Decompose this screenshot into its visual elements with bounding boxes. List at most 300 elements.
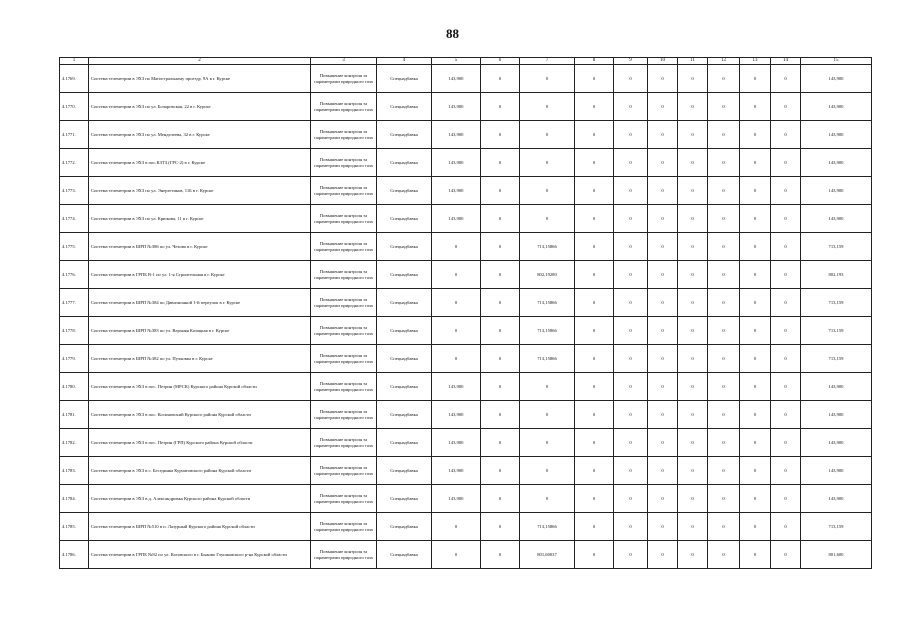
- row-value-col6: 0: [481, 121, 520, 149]
- table-row: [60, 373, 872, 401]
- row-value-col12: 0: [708, 93, 740, 121]
- row-value-col11: 0: [678, 93, 708, 121]
- row-value-col8: 0: [575, 65, 614, 93]
- row-value-col12: 0: [708, 205, 740, 233]
- row-funding-source: Спецнадбавка: [377, 93, 432, 121]
- row-value-col5: 143,900: [432, 429, 481, 457]
- row-value-col7: 713,15866: [520, 513, 575, 541]
- row-total: 801,600: [801, 541, 872, 569]
- row-value-col10: 0: [648, 513, 678, 541]
- row-value-col5: 0: [432, 261, 481, 289]
- row-value-col6: 0: [481, 345, 520, 373]
- row-object-name: Система телеметрии в ГРПБ №82 по ул. Котовского в г. Быково Глушковского р-на Курской области: [89, 541, 311, 569]
- row-value-col5: 0: [432, 289, 481, 317]
- row-value-col12: 0: [708, 485, 740, 513]
- row-value-col5: 0: [432, 317, 481, 345]
- row-index: 4.1783.: [60, 457, 89, 485]
- row-total: 143,900: [801, 177, 872, 205]
- row-value-col10: 0: [648, 289, 678, 317]
- row-value-col11: 0: [678, 233, 708, 261]
- row-value-col11: 0: [678, 205, 708, 233]
- row-index: 4.1780.: [60, 373, 89, 401]
- row-value-col9: 0: [614, 513, 648, 541]
- row-object-name: Система телеметрии в ЭХЗ по ул. Бочаровская, 22 в г. Курске: [89, 93, 311, 121]
- row-value-col9: 0: [614, 373, 648, 401]
- column-number-header: 11: [678, 58, 708, 65]
- row-value-col12: 0: [708, 457, 740, 485]
- row-value-col13: 0: [740, 457, 771, 485]
- row-value-col10: 0: [648, 233, 678, 261]
- row-value-col13: 0: [740, 177, 771, 205]
- row-value-col14: 0: [771, 149, 801, 177]
- row-value-col8: 0: [575, 457, 614, 485]
- row-funding-source: Спецнадбавка: [377, 177, 432, 205]
- row-value-col6: 0: [481, 233, 520, 261]
- row-value-col5: 0: [432, 541, 481, 569]
- column-number-row: [60, 58, 872, 65]
- table-row: [60, 65, 872, 93]
- row-value-col14: 0: [771, 177, 801, 205]
- row-funding-source: Спецнадбавка: [377, 373, 432, 401]
- row-value-col12: 0: [708, 317, 740, 345]
- row-value-col11: 0: [678, 429, 708, 457]
- row-value-col7: 0: [520, 485, 575, 513]
- row-value-col5: 143,900: [432, 149, 481, 177]
- row-value-col10: 0: [648, 485, 678, 513]
- row-purpose: Повышение контроля за параметрами природного газа: [311, 345, 377, 373]
- table-row: [60, 205, 872, 233]
- row-value-col6: 0: [481, 261, 520, 289]
- column-number-header: 7: [520, 58, 575, 65]
- row-total: 143,900: [801, 485, 872, 513]
- row-value-col12: 0: [708, 261, 740, 289]
- row-value-col12: 0: [708, 177, 740, 205]
- row-funding-source: Спецнадбавка: [377, 485, 432, 513]
- row-value-col14: 0: [771, 401, 801, 429]
- row-value-col9: 0: [614, 401, 648, 429]
- row-value-col10: 0: [648, 345, 678, 373]
- row-value-col7: 713,15866: [520, 289, 575, 317]
- row-value-col7: 0: [520, 121, 575, 149]
- row-funding-source: Спецнадбавка: [377, 261, 432, 289]
- row-purpose: Повышение контроля за параметрами природного газа: [311, 289, 377, 317]
- row-total: 143,900: [801, 429, 872, 457]
- row-value-col8: 0: [575, 121, 614, 149]
- row-value-col11: 0: [678, 177, 708, 205]
- table-row: [60, 401, 872, 429]
- row-value-col11: 0: [678, 261, 708, 289]
- column-number-header: 1: [60, 58, 89, 65]
- row-value-col8: 0: [575, 261, 614, 289]
- row-object-name: Система телеметрии в ЭХЗ по Магистральному проезду, 9А в г. Курске: [89, 65, 311, 93]
- column-number-header: 8: [575, 58, 614, 65]
- row-value-col8: 0: [575, 177, 614, 205]
- row-value-col7: 713,15866: [520, 317, 575, 345]
- row-value-col13: 0: [740, 345, 771, 373]
- row-value-col9: 0: [614, 345, 648, 373]
- row-value-col7: 0: [520, 457, 575, 485]
- row-purpose: Повышение контроля за параметрами природного газа: [311, 261, 377, 289]
- row-index: 4.1777.: [60, 289, 89, 317]
- row-value-col12: 0: [708, 233, 740, 261]
- row-value-col14: 0: [771, 65, 801, 93]
- row-object-name: Система телеметрии в ГРПБ В-1 по ул. 1-я Строительная в г. Курске: [89, 261, 311, 289]
- row-value-col8: 0: [575, 373, 614, 401]
- row-funding-source: Спецнадбавка: [377, 401, 432, 429]
- row-purpose: Повышение контроля за параметрами природного газа: [311, 205, 377, 233]
- row-value-col14: 0: [771, 233, 801, 261]
- row-value-col13: 0: [740, 261, 771, 289]
- row-value-col12: 0: [708, 541, 740, 569]
- row-value-col5: 143,900: [432, 177, 481, 205]
- row-value-col10: 0: [648, 177, 678, 205]
- row-value-col14: 0: [771, 513, 801, 541]
- row-index: 4.1785.: [60, 513, 89, 541]
- row-value-col9: 0: [614, 261, 648, 289]
- row-value-col7: 0: [520, 65, 575, 93]
- row-value-col8: 0: [575, 513, 614, 541]
- row-object-name: Система телеметрии в ШРП №386 по ул. Чехова в г. Курске: [89, 233, 311, 261]
- row-value-col14: 0: [771, 317, 801, 345]
- row-value-col9: 0: [614, 177, 648, 205]
- row-purpose: Повышение контроля за параметрами природного газа: [311, 485, 377, 513]
- row-value-col14: 0: [771, 541, 801, 569]
- row-value-col14: 0: [771, 429, 801, 457]
- row-value-col13: 0: [740, 149, 771, 177]
- row-value-col9: 0: [614, 121, 648, 149]
- row-value-col14: 0: [771, 289, 801, 317]
- row-value-col6: 0: [481, 317, 520, 345]
- row-purpose: Повышение контроля за параметрами природного газа: [311, 93, 377, 121]
- row-value-col8: 0: [575, 205, 614, 233]
- row-value-col14: 0: [771, 93, 801, 121]
- row-value-col9: 0: [614, 457, 648, 485]
- row-value-col6: 0: [481, 205, 520, 233]
- table-row: [60, 149, 872, 177]
- column-number-header: 15: [801, 58, 872, 65]
- row-value-col9: 0: [614, 65, 648, 93]
- row-object-name: Система телеметрии в ЭХЗ в с. Бесединка Курчатовского района Курской области: [89, 457, 311, 485]
- row-value-col6: 0: [481, 93, 520, 121]
- row-value-col8: 0: [575, 149, 614, 177]
- row-object-name: Система телеметрии в ЭХЗ по ул. Крюкова, 11 в г. Курске: [89, 205, 311, 233]
- row-purpose: Повышение контроля за параметрами природного газа: [311, 401, 377, 429]
- row-value-col6: 0: [481, 513, 520, 541]
- row-total: 143,900: [801, 457, 872, 485]
- row-value-col9: 0: [614, 289, 648, 317]
- row-value-col6: 0: [481, 457, 520, 485]
- row-value-col6: 0: [481, 177, 520, 205]
- row-value-col9: 0: [614, 317, 648, 345]
- row-index: 4.1784.: [60, 485, 89, 513]
- row-purpose: Повышение контроля за параметрами природного газа: [311, 429, 377, 457]
- table-row: [60, 541, 872, 569]
- row-value-col8: 0: [575, 429, 614, 457]
- row-value-col12: 0: [708, 429, 740, 457]
- row-index: 4.1782.: [60, 429, 89, 457]
- row-value-col11: 0: [678, 317, 708, 345]
- row-purpose: Повышение контроля за параметрами природного газа: [311, 149, 377, 177]
- row-value-col10: 0: [648, 429, 678, 457]
- column-number-header: 10: [648, 58, 678, 65]
- row-value-col5: 143,900: [432, 205, 481, 233]
- row-value-col5: 143,900: [432, 93, 481, 121]
- row-object-name: Система телеметрии в ЭХЗ в д. Александровка Курского района Курской области: [89, 485, 311, 513]
- row-index: 4.1769.: [60, 65, 89, 93]
- row-total: 802,193: [801, 261, 872, 289]
- column-number-header: 14: [771, 58, 801, 65]
- column-number-header: 2: [89, 58, 311, 65]
- row-funding-source: Спецнадбавка: [377, 541, 432, 569]
- row-value-col13: 0: [740, 429, 771, 457]
- table-row: [60, 121, 872, 149]
- row-value-col7: 0: [520, 149, 575, 177]
- row-index: 4.1775.: [60, 233, 89, 261]
- row-index: 4.1781.: [60, 401, 89, 429]
- row-object-name: Система телеметрии в ШРП №384 по Дивизионной 1-й переулок в г. Курске: [89, 289, 311, 317]
- row-purpose: Повышение контроля за параметрами природного газа: [311, 121, 377, 149]
- table-header: [60, 58, 872, 65]
- row-value-col14: 0: [771, 345, 801, 373]
- row-object-name: Система телеметрии в ЭХЗ в пос. Петрин (ГРП) Курского района Курской области: [89, 429, 311, 457]
- row-value-col6: 0: [481, 541, 520, 569]
- row-value-col11: 0: [678, 401, 708, 429]
- row-purpose: Повышение контроля за параметрами природного газа: [311, 177, 377, 205]
- row-value-col14: 0: [771, 121, 801, 149]
- row-value-col11: 0: [678, 541, 708, 569]
- row-value-col9: 0: [614, 485, 648, 513]
- row-value-col11: 0: [678, 289, 708, 317]
- row-value-col13: 0: [740, 541, 771, 569]
- table-row: [60, 233, 872, 261]
- table-row: [60, 93, 872, 121]
- row-funding-source: Спецнадбавка: [377, 233, 432, 261]
- row-value-col8: 0: [575, 233, 614, 261]
- row-value-col5: 143,900: [432, 457, 481, 485]
- row-total: 713,159: [801, 233, 872, 261]
- row-value-col11: 0: [678, 121, 708, 149]
- row-purpose: Повышение контроля за параметрами природного газа: [311, 317, 377, 345]
- row-value-col6: 0: [481, 289, 520, 317]
- column-number-header: 9: [614, 58, 648, 65]
- row-value-col12: 0: [708, 513, 740, 541]
- row-funding-source: Спецнадбавка: [377, 65, 432, 93]
- row-index: 4.1772.: [60, 149, 89, 177]
- row-value-col13: 0: [740, 485, 771, 513]
- row-value-col5: 143,900: [432, 485, 481, 513]
- row-value-col13: 0: [740, 317, 771, 345]
- row-value-col8: 0: [575, 401, 614, 429]
- table-body: [60, 65, 872, 569]
- row-value-col7: 713,15866: [520, 345, 575, 373]
- table-row: [60, 513, 872, 541]
- row-value-col14: 0: [771, 457, 801, 485]
- row-value-col7: 0: [520, 93, 575, 121]
- row-value-col8: 0: [575, 485, 614, 513]
- row-object-name: Система телеметрии в ШРП №383 по ул. Верхняя Казацкая в г. Курске: [89, 317, 311, 345]
- row-funding-source: Спецнадбавка: [377, 205, 432, 233]
- row-total: 713,159: [801, 513, 872, 541]
- row-value-col11: 0: [678, 149, 708, 177]
- row-value-col10: 0: [648, 261, 678, 289]
- row-value-col10: 0: [648, 401, 678, 429]
- page-number: 88: [446, 26, 459, 41]
- row-value-col9: 0: [614, 93, 648, 121]
- row-total: 143,900: [801, 149, 872, 177]
- row-value-col7: 0: [520, 401, 575, 429]
- row-value-col8: 0: [575, 289, 614, 317]
- row-value-col10: 0: [648, 121, 678, 149]
- table-row: [60, 457, 872, 485]
- row-index: 4.1779.: [60, 345, 89, 373]
- row-index: 4.1773.: [60, 177, 89, 205]
- row-value-col14: 0: [771, 261, 801, 289]
- column-number-header: 3: [311, 58, 377, 65]
- row-value-col13: 0: [740, 373, 771, 401]
- row-purpose: Повышение контроля за параметрами природного газа: [311, 457, 377, 485]
- row-value-col6: 0: [481, 485, 520, 513]
- row-total: 143,900: [801, 401, 872, 429]
- row-value-col13: 0: [740, 93, 771, 121]
- table-row: [60, 317, 872, 345]
- row-value-col13: 0: [740, 121, 771, 149]
- row-purpose: Повышение контроля за параметрами природного газа: [311, 373, 377, 401]
- row-value-col13: 0: [740, 513, 771, 541]
- row-value-col11: 0: [678, 373, 708, 401]
- row-value-col7: 0: [520, 429, 575, 457]
- row-value-col10: 0: [648, 457, 678, 485]
- row-value-col12: 0: [708, 345, 740, 373]
- row-purpose: Повышение контроля за параметрами природного газа: [311, 513, 377, 541]
- table-row: [60, 345, 872, 373]
- column-number-header: 6: [481, 58, 520, 65]
- row-value-col13: 0: [740, 205, 771, 233]
- row-value-col12: 0: [708, 401, 740, 429]
- row-value-col9: 0: [614, 541, 648, 569]
- row-index: 4.1776.: [60, 261, 89, 289]
- row-value-col13: 0: [740, 401, 771, 429]
- row-value-col9: 0: [614, 429, 648, 457]
- row-value-col10: 0: [648, 149, 678, 177]
- row-total: 143,900: [801, 93, 872, 121]
- row-object-name: Система телеметрии в ЭХЗ по ул. Энергетиков, 11Б в г. Курске: [89, 177, 311, 205]
- row-value-col10: 0: [648, 541, 678, 569]
- row-value-col13: 0: [740, 289, 771, 317]
- row-value-col9: 0: [614, 233, 648, 261]
- row-value-col13: 0: [740, 233, 771, 261]
- row-index: 4.1778.: [60, 317, 89, 345]
- row-funding-source: Спецнадбавка: [377, 345, 432, 373]
- row-total: 713,159: [801, 345, 872, 373]
- row-value-col5: 143,900: [432, 121, 481, 149]
- row-funding-source: Спецнадбавка: [377, 149, 432, 177]
- row-funding-source: Спецнадбавка: [377, 121, 432, 149]
- data-table: [59, 57, 872, 569]
- row-value-col6: 0: [481, 373, 520, 401]
- row-value-col12: 0: [708, 373, 740, 401]
- row-funding-source: Спецнадбавка: [377, 513, 432, 541]
- row-value-col8: 0: [575, 93, 614, 121]
- row-value-col11: 0: [678, 485, 708, 513]
- row-funding-source: Спецнадбавка: [377, 317, 432, 345]
- column-number-header: 5: [432, 58, 481, 65]
- row-total: 143,900: [801, 373, 872, 401]
- row-funding-source: Спецнадбавка: [377, 289, 432, 317]
- row-index: 4.1770.: [60, 93, 89, 121]
- row-value-col6: 0: [481, 401, 520, 429]
- column-number-header: 4: [377, 58, 432, 65]
- table-row: [60, 429, 872, 457]
- table-row: [60, 289, 872, 317]
- table-row: [60, 261, 872, 289]
- row-value-col5: 0: [432, 513, 481, 541]
- row-total: 713,159: [801, 317, 872, 345]
- row-object-name: Система телеметрии в ШРП №510 в п. Лазурный Курского района Курской области: [89, 513, 311, 541]
- row-purpose: Повышение контроля за параметрами природного газа: [311, 541, 377, 569]
- row-value-col11: 0: [678, 65, 708, 93]
- row-funding-source: Спецнадбавка: [377, 429, 432, 457]
- row-value-col6: 0: [481, 149, 520, 177]
- row-value-col8: 0: [575, 345, 614, 373]
- row-value-col7: 801,60037: [520, 541, 575, 569]
- row-value-col5: 0: [432, 233, 481, 261]
- row-value-col12: 0: [708, 121, 740, 149]
- row-value-col10: 0: [648, 373, 678, 401]
- row-value-col6: 0: [481, 429, 520, 457]
- row-purpose: Повышение контроля за параметрами природного газа: [311, 233, 377, 261]
- row-value-col7: 802,19280: [520, 261, 575, 289]
- row-value-col5: 143,900: [432, 373, 481, 401]
- column-number-header: 12: [708, 58, 740, 65]
- row-value-col11: 0: [678, 513, 708, 541]
- row-value-col12: 0: [708, 65, 740, 93]
- row-value-col7: 713,15866: [520, 233, 575, 261]
- row-value-col8: 0: [575, 317, 614, 345]
- row-value-col5: 143,900: [432, 401, 481, 429]
- row-value-col7: 0: [520, 205, 575, 233]
- row-index: 4.1786.: [60, 541, 89, 569]
- row-object-name: Система телеметрии в ЭХЗ в пос.КЗТЗ (ГРС-2) в г. Курске: [89, 149, 311, 177]
- row-value-col11: 0: [678, 345, 708, 373]
- row-value-col6: 0: [481, 65, 520, 93]
- row-value-col14: 0: [771, 205, 801, 233]
- row-index: 4.1771.: [60, 121, 89, 149]
- row-value-col14: 0: [771, 373, 801, 401]
- table-row: [60, 177, 872, 205]
- row-value-col5: 143,900: [432, 65, 481, 93]
- row-value-col9: 0: [614, 149, 648, 177]
- row-value-col11: 0: [678, 457, 708, 485]
- row-total: 143,900: [801, 65, 872, 93]
- row-value-col7: 0: [520, 373, 575, 401]
- row-value-col14: 0: [771, 485, 801, 513]
- row-value-col5: 0: [432, 345, 481, 373]
- row-value-col8: 0: [575, 541, 614, 569]
- row-total: 143,900: [801, 205, 872, 233]
- row-object-name: Система телеметрии в ЭХЗ по ул. Менделеева, 32 в г. Курске: [89, 121, 311, 149]
- row-purpose: Повышение контроля за параметрами природного газа: [311, 65, 377, 93]
- row-object-name: Система телеметрии в ЭХЗ в пос. Петрин (МРСК) Курского района Курской области: [89, 373, 311, 401]
- row-value-col12: 0: [708, 289, 740, 317]
- row-object-name: Система телеметрии в ШРП №382 по ул. Пучковка в г. Курске: [89, 345, 311, 373]
- table-row: [60, 485, 872, 513]
- row-value-col9: 0: [614, 205, 648, 233]
- row-value-col7: 0: [520, 177, 575, 205]
- row-value-col10: 0: [648, 65, 678, 93]
- row-value-col10: 0: [648, 317, 678, 345]
- row-index: 4.1774.: [60, 205, 89, 233]
- row-value-col13: 0: [740, 65, 771, 93]
